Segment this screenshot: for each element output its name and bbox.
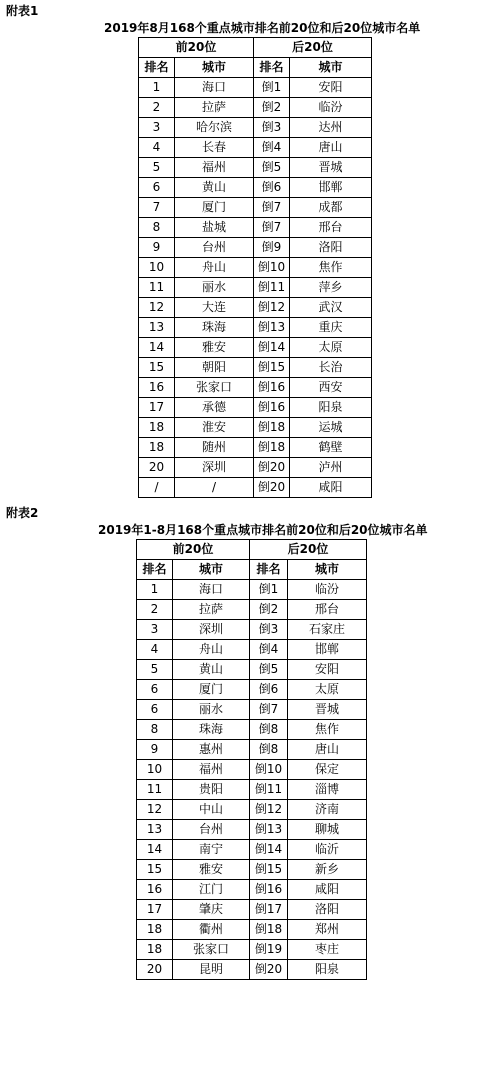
table-row: [137, 780, 367, 800]
city-top-cell: 肇庆: [173, 900, 250, 920]
city-top-cell: 黄山: [173, 660, 250, 680]
city-bottom-cell: 运城: [290, 418, 372, 438]
table-row: [137, 580, 367, 600]
rank-top-cell: 8: [139, 218, 175, 238]
table-row: [137, 680, 367, 700]
table-row: [139, 278, 372, 298]
rank-top-cell: 4: [139, 138, 175, 158]
city-bottom-cell: 西安: [290, 378, 372, 398]
table-row: [137, 620, 367, 640]
city-top-cell: 丽水: [173, 700, 250, 720]
group-header-bottom20: 后20位: [250, 540, 367, 560]
rank-top-cell: 14: [137, 840, 173, 860]
rank-top-cell: 6: [137, 680, 173, 700]
city-bottom-cell: 保定: [288, 760, 367, 780]
table-row: [137, 840, 367, 860]
city-bottom-cell: 石家庄: [288, 620, 367, 640]
rank-top-cell: 10: [139, 258, 175, 278]
table-row: [137, 880, 367, 900]
rank-top-cell: 1: [139, 78, 175, 98]
table-row: [139, 198, 372, 218]
city-bottom-cell: 济南: [288, 800, 367, 820]
rank-top-cell: 6: [137, 700, 173, 720]
city-top-cell: 雅安: [173, 860, 250, 880]
rank-bottom-cell: 倒2: [254, 98, 290, 118]
rank-top-cell: 17: [139, 398, 175, 418]
rank-bottom-cell: 倒16: [250, 880, 288, 900]
city-top-cell: 台州: [173, 820, 250, 840]
table-body-1: [139, 78, 372, 498]
table-row: [137, 700, 367, 720]
rank-bottom-cell: 倒7: [254, 218, 290, 238]
rank-top-cell: 4: [137, 640, 173, 660]
rank-top-cell: 12: [139, 298, 175, 318]
city-bottom-cell: 临汾: [290, 98, 372, 118]
rank-bottom-cell: 倒10: [254, 258, 290, 278]
rank-top-cell: 5: [137, 660, 173, 680]
city-bottom-cell: 淄博: [288, 780, 367, 800]
city-top-cell: 贵阳: [173, 780, 250, 800]
table-row: [139, 478, 372, 498]
city-bottom-cell: 唐山: [290, 138, 372, 158]
city-bottom-cell: 邢台: [290, 218, 372, 238]
rank-bottom-cell: 倒5: [254, 158, 290, 178]
table-row: [139, 78, 372, 98]
rank-top-cell: 10: [137, 760, 173, 780]
table-title-1: 2019年8月168个重点城市排名前20位和后20位城市名单: [104, 21, 421, 35]
city-top-cell: 朝阳: [175, 358, 254, 378]
appendix-label-1: 附表1: [6, 4, 39, 18]
table-row: [139, 358, 372, 378]
rank-bottom-cell: 倒6: [254, 178, 290, 198]
table-row: [137, 640, 367, 660]
rank-top-cell: 1: [137, 580, 173, 600]
ranking-table-1: [138, 37, 372, 498]
city-bottom-cell: 洛阳: [288, 900, 367, 920]
ranking-table-2: [136, 539, 367, 980]
rank-bottom-cell: 倒18: [254, 418, 290, 438]
table-row: [137, 920, 367, 940]
table-row: [139, 118, 372, 138]
table-row: [139, 318, 372, 338]
rank-top-cell: 2: [137, 600, 173, 620]
city-bottom-cell: 焦作: [288, 720, 367, 740]
city-top-cell: 舟山: [175, 258, 254, 278]
rank-top-cell: 13: [137, 820, 173, 840]
table-row: [137, 820, 367, 840]
rank-top-cell: 9: [137, 740, 173, 760]
table-row: [139, 438, 372, 458]
city-top-cell: 衢州: [173, 920, 250, 940]
rank-top-cell: 6: [139, 178, 175, 198]
table-row: [137, 900, 367, 920]
rank-top-cell: 16: [139, 378, 175, 398]
city-bottom-cell: 洛阳: [290, 238, 372, 258]
rank-bottom-cell: 倒20: [250, 960, 288, 980]
table-row: [139, 98, 372, 118]
rank-bottom-cell: 倒7: [250, 700, 288, 720]
column-header-rank: 排名: [139, 58, 175, 78]
rank-top-cell: 3: [139, 118, 175, 138]
rank-bottom-cell: 倒20: [254, 458, 290, 478]
city-top-cell: 哈尔滨: [175, 118, 254, 138]
city-top-cell: 随州: [175, 438, 254, 458]
table-row: [139, 218, 372, 238]
city-top-cell: 中山: [173, 800, 250, 820]
rank-bottom-cell: 倒7: [254, 198, 290, 218]
table-row: [137, 740, 367, 760]
table-row: [139, 418, 372, 438]
table-row: [137, 760, 367, 780]
rank-bottom-cell: 倒13: [250, 820, 288, 840]
city-top-cell: 深圳: [175, 458, 254, 478]
table-row: [139, 378, 372, 398]
rank-bottom-cell: 倒14: [250, 840, 288, 860]
city-top-cell: 福州: [173, 760, 250, 780]
column-header-city: 城市: [175, 58, 254, 78]
column-header-rank: 排名: [254, 58, 290, 78]
city-bottom-cell: 安阳: [288, 660, 367, 680]
rank-top-cell: 17: [137, 900, 173, 920]
city-bottom-cell: 咸阳: [288, 880, 367, 900]
city-top-cell: 张家口: [175, 378, 254, 398]
city-top-cell: 盐城: [175, 218, 254, 238]
rank-top-cell: 8: [137, 720, 173, 740]
city-bottom-cell: 太原: [290, 338, 372, 358]
rank-bottom-cell: 倒12: [254, 298, 290, 318]
rank-top-cell: 5: [139, 158, 175, 178]
city-bottom-cell: 成都: [290, 198, 372, 218]
city-top-cell: 大连: [175, 298, 254, 318]
column-header-city: 城市: [173, 560, 250, 580]
city-top-cell: 承德: [175, 398, 254, 418]
city-top-cell: 长春: [175, 138, 254, 158]
rank-bottom-cell: 倒12: [250, 800, 288, 820]
city-top-cell: 丽水: [175, 278, 254, 298]
rank-bottom-cell: 倒11: [254, 278, 290, 298]
column-header-rank: 排名: [137, 560, 173, 580]
rank-top-cell: 9: [139, 238, 175, 258]
city-top-cell: 南宁: [173, 840, 250, 860]
table-row: [139, 258, 372, 278]
city-top-cell: 福州: [175, 158, 254, 178]
city-top-cell: 雅安: [175, 338, 254, 358]
city-top-cell: 厦门: [173, 680, 250, 700]
column-header-city: 城市: [288, 560, 367, 580]
rank-bottom-cell: 倒6: [250, 680, 288, 700]
rank-top-cell: 20: [139, 458, 175, 478]
table-row: [139, 298, 372, 318]
city-bottom-cell: 重庆: [290, 318, 372, 338]
rank-top-cell: 15: [139, 358, 175, 378]
rank-bottom-cell: 倒17: [250, 900, 288, 920]
rank-bottom-cell: 倒19: [250, 940, 288, 960]
table-row: [139, 338, 372, 358]
city-bottom-cell: 枣庄: [288, 940, 367, 960]
rank-bottom-cell: 倒15: [254, 358, 290, 378]
rank-top-cell: 11: [137, 780, 173, 800]
rank-top-cell: 18: [139, 418, 175, 438]
rank-top-cell: 18: [137, 940, 173, 960]
table-row: [139, 238, 372, 258]
rank-bottom-cell: 倒20: [254, 478, 290, 498]
rank-bottom-cell: 倒5: [250, 660, 288, 680]
city-bottom-cell: 新乡: [288, 860, 367, 880]
city-top-cell: /: [175, 478, 254, 498]
city-bottom-cell: 长治: [290, 358, 372, 378]
city-bottom-cell: 临沂: [288, 840, 367, 860]
city-bottom-cell: 晋城: [288, 700, 367, 720]
table-row: [139, 458, 372, 478]
city-top-cell: 厦门: [175, 198, 254, 218]
city-top-cell: 海口: [173, 580, 250, 600]
rank-top-cell: 16: [137, 880, 173, 900]
city-bottom-cell: 武汉: [290, 298, 372, 318]
rank-top-cell: 20: [137, 960, 173, 980]
city-top-cell: 张家口: [173, 940, 250, 960]
city-top-cell: 台州: [175, 238, 254, 258]
rank-bottom-cell: 倒1: [254, 78, 290, 98]
city-bottom-cell: 郑州: [288, 920, 367, 940]
city-top-cell: 淮安: [175, 418, 254, 438]
rank-top-cell: 15: [137, 860, 173, 880]
appendix-label-2: 附表2: [6, 506, 39, 520]
rank-top-cell: 14: [139, 338, 175, 358]
rank-top-cell: 18: [139, 438, 175, 458]
city-top-cell: 珠海: [175, 318, 254, 338]
rank-bottom-cell: 倒11: [250, 780, 288, 800]
rank-top-cell: 2: [139, 98, 175, 118]
table-title-2: 2019年1-8月168个重点城市排名前20位和后20位城市名单: [98, 523, 428, 537]
city-bottom-cell: 焦作: [290, 258, 372, 278]
rank-bottom-cell: 倒3: [254, 118, 290, 138]
city-top-cell: 珠海: [173, 720, 250, 740]
rank-bottom-cell: 倒3: [250, 620, 288, 640]
table-row: [137, 940, 367, 960]
rank-bottom-cell: 倒4: [250, 640, 288, 660]
city-bottom-cell: 阳泉: [288, 960, 367, 980]
rank-top-cell: /: [139, 478, 175, 498]
rank-top-cell: 13: [139, 318, 175, 338]
rank-top-cell: 7: [139, 198, 175, 218]
column-header-city: 城市: [290, 58, 372, 78]
city-bottom-cell: 达州: [290, 118, 372, 138]
table-row: [137, 860, 367, 880]
group-header-bottom20: 后20位: [254, 38, 372, 58]
city-bottom-cell: 安阳: [290, 78, 372, 98]
city-bottom-cell: 晋城: [290, 158, 372, 178]
rank-bottom-cell: 倒14: [254, 338, 290, 358]
table-row: [139, 178, 372, 198]
rank-bottom-cell: 倒15: [250, 860, 288, 880]
rank-bottom-cell: 倒4: [254, 138, 290, 158]
rank-bottom-cell: 倒9: [254, 238, 290, 258]
city-bottom-cell: 邯郸: [290, 178, 372, 198]
group-header-top20: 前20位: [137, 540, 250, 560]
column-header-rank: 排名: [250, 560, 288, 580]
rank-bottom-cell: 倒16: [254, 398, 290, 418]
table-row: [137, 660, 367, 680]
rank-bottom-cell: 倒16: [254, 378, 290, 398]
rank-top-cell: 12: [137, 800, 173, 820]
rank-bottom-cell: 倒2: [250, 600, 288, 620]
city-top-cell: 拉萨: [175, 98, 254, 118]
table-row: [137, 720, 367, 740]
city-bottom-cell: 泸州: [290, 458, 372, 478]
rank-bottom-cell: 倒18: [250, 920, 288, 940]
city-top-cell: 海口: [175, 78, 254, 98]
city-top-cell: 舟山: [173, 640, 250, 660]
city-top-cell: 拉萨: [173, 600, 250, 620]
city-bottom-cell: 阳泉: [290, 398, 372, 418]
table-row: [139, 138, 372, 158]
city-bottom-cell: 邢台: [288, 600, 367, 620]
city-top-cell: 深圳: [173, 620, 250, 640]
city-bottom-cell: 咸阳: [290, 478, 372, 498]
table-row: [139, 158, 372, 178]
rank-top-cell: 11: [139, 278, 175, 298]
rank-bottom-cell: 倒1: [250, 580, 288, 600]
city-bottom-cell: 唐山: [288, 740, 367, 760]
city-top-cell: 黄山: [175, 178, 254, 198]
rank-top-cell: 18: [137, 920, 173, 940]
rank-bottom-cell: 倒8: [250, 720, 288, 740]
city-top-cell: 江门: [173, 880, 250, 900]
table-row: [139, 398, 372, 418]
rank-bottom-cell: 倒10: [250, 760, 288, 780]
city-bottom-cell: 鹤壁: [290, 438, 372, 458]
table-row: [137, 800, 367, 820]
group-header-top20: 前20位: [139, 38, 254, 58]
city-bottom-cell: 聊城: [288, 820, 367, 840]
city-bottom-cell: 萍乡: [290, 278, 372, 298]
city-top-cell: 昆明: [173, 960, 250, 980]
city-bottom-cell: 邯郸: [288, 640, 367, 660]
city-top-cell: 惠州: [173, 740, 250, 760]
table-row: [137, 960, 367, 980]
table-row: [137, 600, 367, 620]
city-bottom-cell: 临汾: [288, 580, 367, 600]
rank-bottom-cell: 倒18: [254, 438, 290, 458]
city-bottom-cell: 太原: [288, 680, 367, 700]
rank-bottom-cell: 倒13: [254, 318, 290, 338]
rank-top-cell: 3: [137, 620, 173, 640]
table-body-2: [137, 580, 367, 980]
rank-bottom-cell: 倒8: [250, 740, 288, 760]
